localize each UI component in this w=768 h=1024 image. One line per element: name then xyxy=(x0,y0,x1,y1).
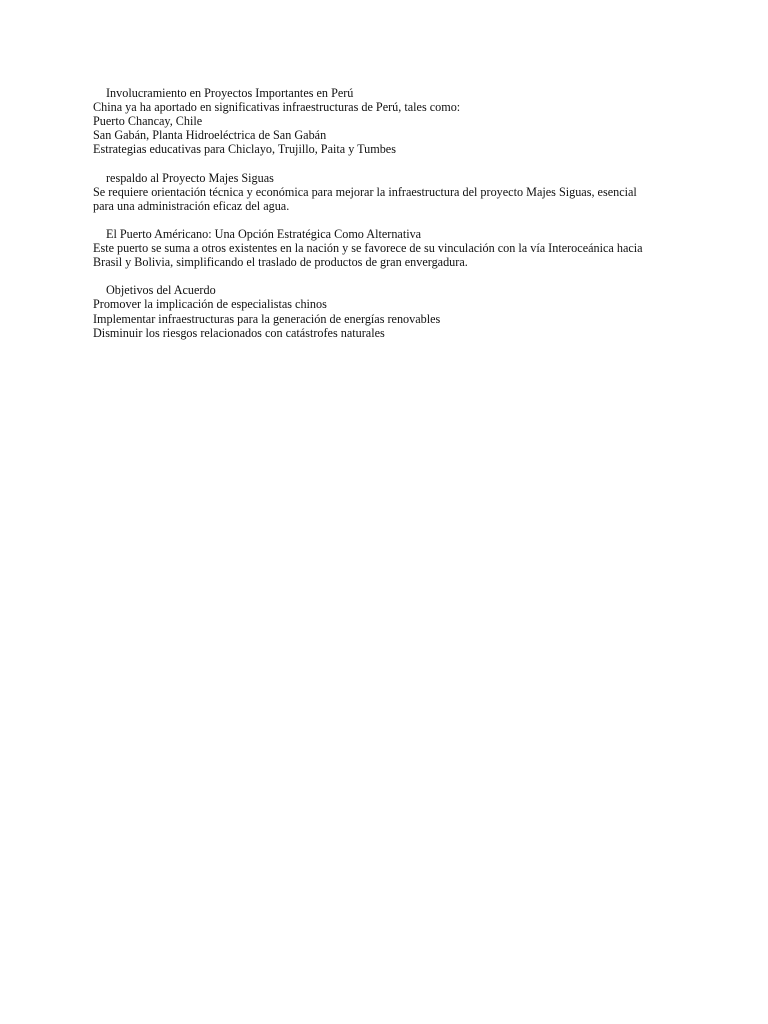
text-line: para una administración eficaz del agua. xyxy=(93,198,290,213)
section-heading: El Puerto Américano: Una Opción Estratégica Como Alternativa xyxy=(106,226,422,241)
list-item: Puerto Chancay, Chile xyxy=(93,114,203,129)
text-line: China ya ha aportado en significativas infraestructuras de Perú, tales como: xyxy=(93,100,461,115)
section-involucramiento xyxy=(93,86,693,156)
text-line: Se requiere orientación técnica y económica para mejorar la infraestructura del proyecto Majes Siguas, esencial xyxy=(93,184,637,199)
list-item: Disminuir los riesgos relacionados con catástrofes naturales xyxy=(93,325,385,340)
section-puerto-americano xyxy=(93,227,693,269)
section-heading: Involucramiento en Proyectos Importantes en Perú xyxy=(106,86,354,100)
section-objetivos xyxy=(93,283,693,339)
section-heading: Objetivos del Acuerdo xyxy=(106,283,216,298)
text-line: Brasil y Bolivia, simplificando el traslado de productos de gran envergadura. xyxy=(93,255,468,270)
list-item: Promover la implicación de especialistas chinos xyxy=(93,297,327,312)
section-majes-siguas xyxy=(93,171,693,213)
section-heading: respaldo al Proyecto Majes Siguas xyxy=(106,170,274,185)
document-body xyxy=(93,86,693,354)
list-item: Estrategias educativas para Chiclayo, Trujillo, Paita y Tumbes xyxy=(93,142,396,157)
list-item: Implementar infraestructuras para la generación de energías renovables xyxy=(93,311,441,326)
text-line: Este puerto se suma a otros existentes en la nación y se favorece de su vinculación con la vía Interoceánica hacia xyxy=(93,241,643,256)
list-item: San Gabán, Planta Hidroeléctrica de San Gabán xyxy=(93,128,327,143)
